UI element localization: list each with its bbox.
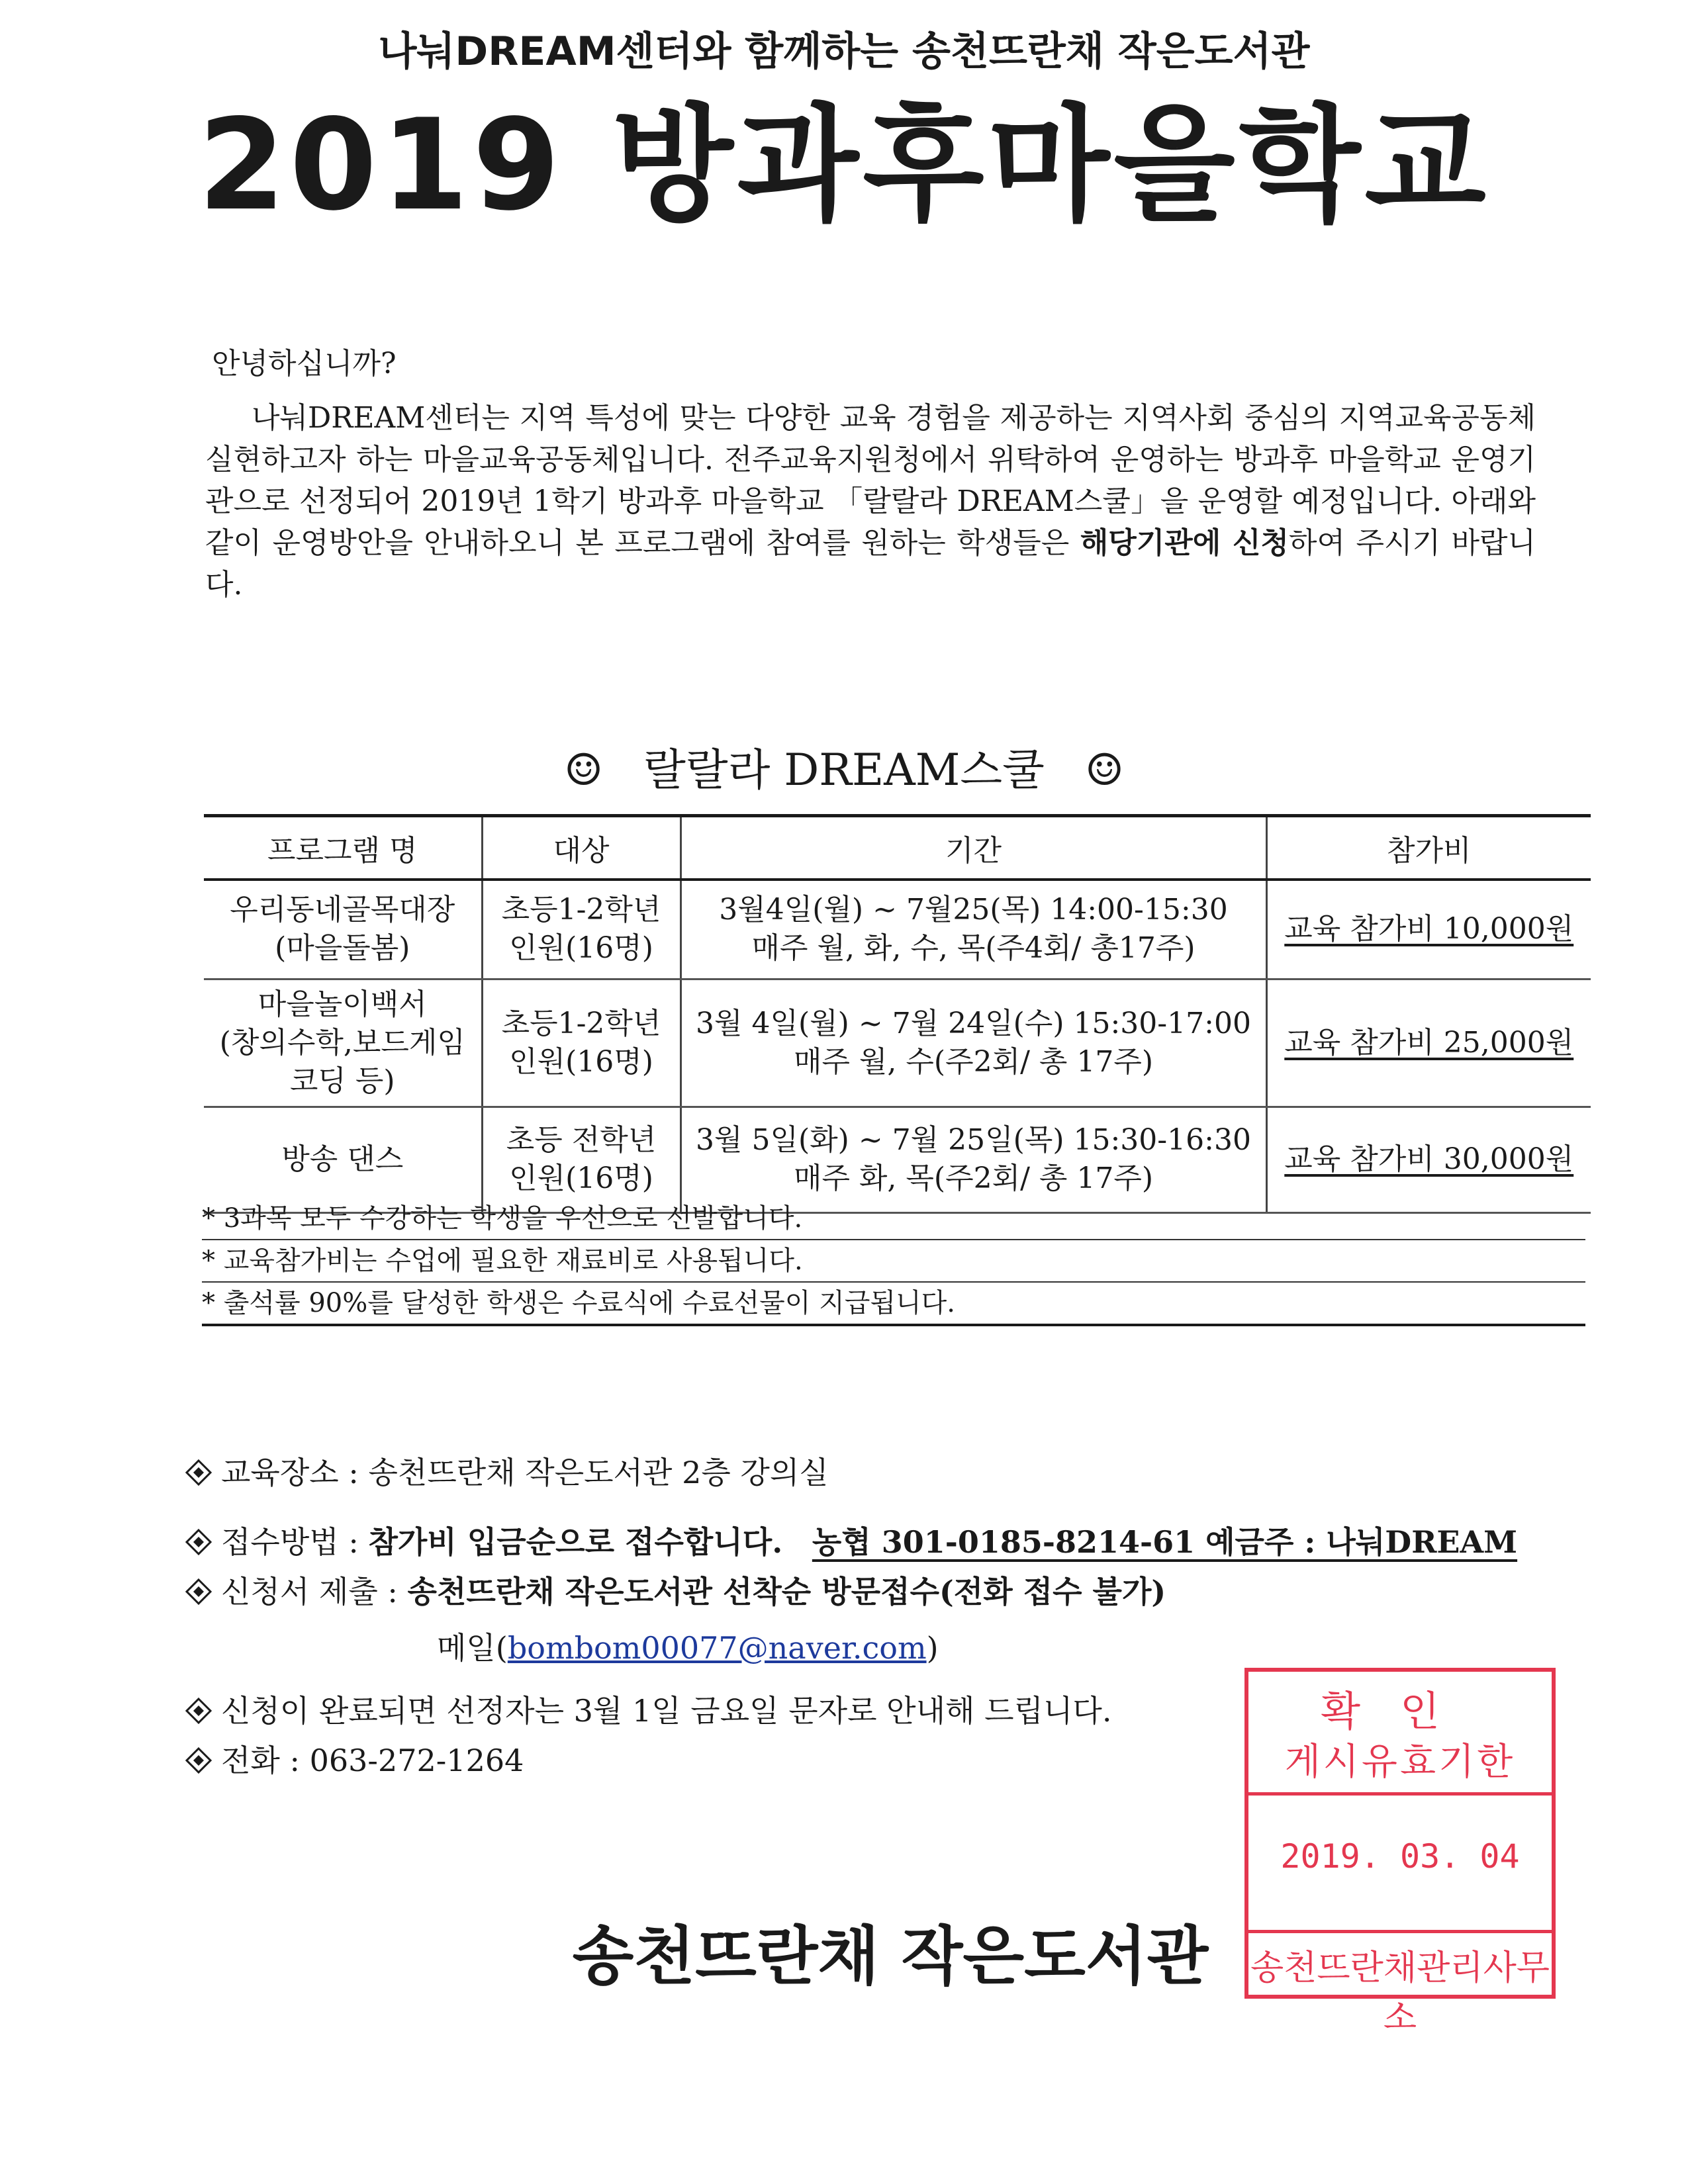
- target-cell: [482, 979, 680, 1107]
- program-name-sub: 코딩 등): [289, 1064, 395, 1098]
- mail-suffix: ): [926, 1630, 939, 1666]
- target-cell: [482, 880, 680, 979]
- program-title: [0, 735, 1688, 797]
- target-grade: 초등1-2학년: [501, 1006, 661, 1040]
- program-table: [204, 814, 1591, 1214]
- email-link[interactable]: bombom00077@naver.com: [507, 1630, 927, 1666]
- period-dates: 3월4일(월) ~ 7월25(목) 14:00-15:30: [719, 893, 1228, 927]
- period-dates: 3월 5일(화) ~ 7월 25일(목) 15:30-16:30: [696, 1123, 1251, 1157]
- program-name: 방송 댄스: [281, 1142, 404, 1176]
- diamond-bullet-icon: [185, 1698, 212, 1724]
- header-fee: 참가비: [1266, 816, 1591, 880]
- table-row: [204, 880, 1591, 979]
- info-submit: [185, 1572, 1166, 1612]
- fee-cell: 교육 참가비 25,000원: [1266, 979, 1591, 1107]
- period-schedule: 매주 월, 화, 수, 목(주4회/ 총17주): [751, 931, 1196, 966]
- diamond-bullet-icon: [185, 1529, 212, 1555]
- target-count: 인원(16명): [509, 1161, 653, 1195]
- program-name-sub: (마을돌봄): [275, 931, 410, 966]
- info-value: 참가비 입금순으로 접수합니다.: [368, 1524, 783, 1560]
- info-method: [185, 1522, 1517, 1562]
- target-count: 인원(16명): [509, 1044, 653, 1079]
- info-value: 신청이 완료되면 선정자는 3월 1일 금요일 문자로 안내해 드립니다.: [221, 1693, 1112, 1729]
- info-label: 신청서 제출 :: [221, 1574, 408, 1610]
- period-dates: 3월 4일(월) ~ 7월 24일(수) 15:30-17:00: [696, 1006, 1251, 1040]
- info-label: 접수방법 :: [221, 1524, 369, 1560]
- page-title: 2019 방과후마을학교: [198, 92, 1490, 238]
- info-label: 전화 :: [221, 1743, 310, 1778]
- approval-stamp: [1244, 1668, 1556, 2038]
- mail-prefix: 메일(: [437, 1630, 508, 1666]
- program-title-text: 랄랄라 DREAM스쿨: [643, 745, 1045, 796]
- info-phone: [185, 1741, 524, 1780]
- stamp-validity: 게시유효기한: [1248, 1733, 1552, 1796]
- target-grade: 초등 전학년: [506, 1123, 657, 1157]
- period-cell: [680, 880, 1266, 979]
- note-item: * 출석률 90%를 달성한 학생은 수료식에 수료선물이 지급됩니다.: [202, 1288, 955, 1318]
- intro-paragraph: [205, 397, 1536, 606]
- diamond-bullet-icon: [185, 1578, 212, 1605]
- bank-account: 농협 301-0185-8214-61 예금주 : 나눠DREAM: [812, 1524, 1518, 1560]
- period-schedule: 매주 월, 수(주2회/ 총 17주): [793, 1044, 1154, 1079]
- period-schedule: 매주 화, 목(주2회/ 총 17주): [793, 1161, 1154, 1195]
- diamond-bullet-icon: [185, 1459, 212, 1486]
- period-cell: [680, 1107, 1266, 1212]
- table-row: [204, 979, 1591, 1107]
- info-label: 교육장소 :: [221, 1455, 369, 1490]
- stamp-date: 2019. 03. 04: [1280, 1837, 1520, 1876]
- diamond-bullet-icon: [185, 1747, 212, 1774]
- note-item: * 교육참가비는 수업에 필요한 재료비로 사용됩니다.: [202, 1240, 1585, 1283]
- info-place: [185, 1453, 829, 1492]
- program-name: 우리동네골목대장: [230, 893, 455, 927]
- smiley-icon: ☺: [563, 745, 604, 796]
- program-notes: [202, 1198, 1585, 1326]
- greeting: 안녕하십니까?: [212, 347, 397, 381]
- footer-organization: 송천뜨란채 작은도서관: [572, 1919, 1209, 1993]
- fee-cell: 교육 참가비 10,000원: [1266, 880, 1591, 979]
- header-target: 대상: [482, 816, 680, 880]
- program-name-cell: [204, 880, 482, 979]
- header-subtitle: 나눠DREAM센터와 함께하는 송천뜨란채 작은도서관: [378, 28, 1310, 75]
- program-name-cell: [204, 1107, 482, 1212]
- info-mail: [437, 1628, 939, 1668]
- info-value: 송천뜨란채 작은도서관 2층 강의실: [368, 1455, 829, 1490]
- stamp-office: 송천뜨란채관리사무소: [1248, 1930, 1552, 2039]
- header-period: 기간: [680, 816, 1266, 880]
- note-item: * 3과목 모두 수강하는 학생을 우선으로 선발합니다.: [202, 1198, 1585, 1240]
- period-cell: [680, 979, 1266, 1107]
- intro-body-2: 하여 주시기 바랍니다.: [205, 526, 1536, 602]
- target-cell: [482, 1107, 680, 1212]
- smiley-icon: ☺: [1084, 745, 1125, 796]
- phone-number: 063-272-1264: [309, 1743, 524, 1778]
- table-header-row: [204, 816, 1591, 880]
- header-program-name: 프로그램 명: [204, 816, 482, 880]
- intro-body-bold: 해당기관에 신청: [1080, 526, 1289, 560]
- table-row: [204, 1107, 1591, 1212]
- program-name: 마을놀이백서: [258, 987, 427, 1021]
- fee-cell: 교육 참가비 30,000원: [1266, 1107, 1591, 1212]
- target-count: 인원(16명): [509, 931, 653, 966]
- program-name-sub: (창의수학,보드게임: [219, 1025, 465, 1060]
- program-name-cell: [204, 979, 482, 1107]
- info-value: 송천뜨란채 작은도서관 선착순 방문접수(전화 접수 불가): [407, 1574, 1166, 1610]
- target-grade: 초등1-2학년: [501, 893, 661, 927]
- intro-body-1: 나눠DREAM센터는 지역 특성에 맞는 다양한 교육 경험을 제공하는 지역사회 중심의 지역교육공동체 실현하고자 하는 마을교육공동체입니다. 전주교육지원청에서 위탁하여 운영하는 방과후 마을학교 운영기관으로 선정되어 2019년 1학기 방과후 마을학교 「랄랄라 DREAM스쿨」을 운영할 예정입니다. 아래와 같이 운영방안을 안내하오니 본 프로그램에 참여를 원하는 학생들은: [205, 401, 1536, 560]
- info-notice: [185, 1691, 1111, 1731]
- stamp-confirm: 확인: [1321, 1687, 1479, 1735]
